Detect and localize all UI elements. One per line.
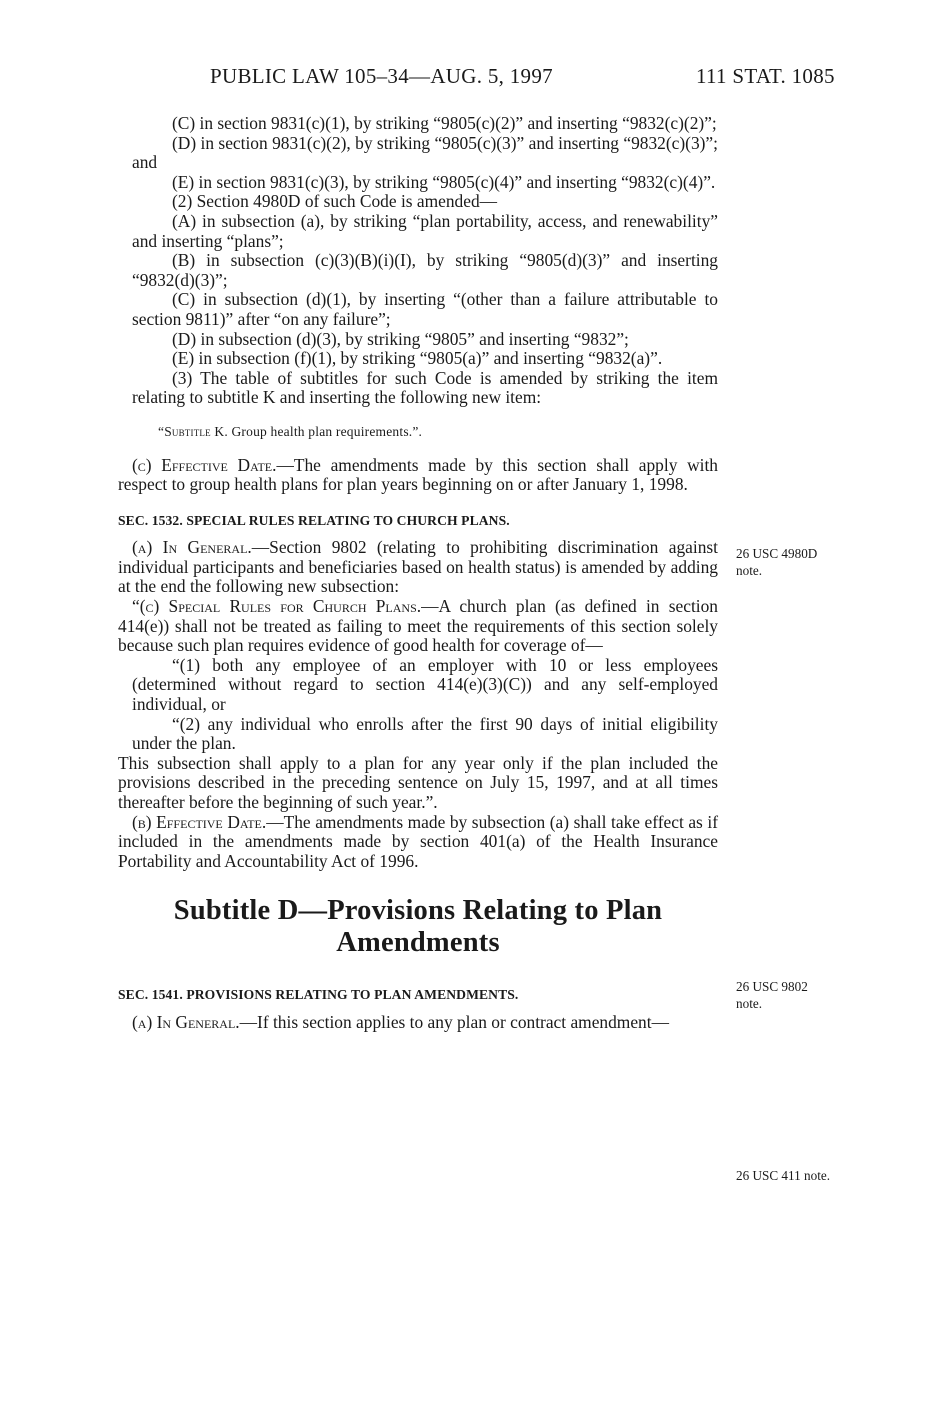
subtitle-k-item [158,422,718,442]
paragraph-e-subsection-f1: (E) in subsection (f)(1), by striking “9805(a)” and inserting “9832(a)”. [172,348,663,369]
effective-date-text: —The amendments made by this section shall apply with respect to group health plans for plan years beginning on or after January 1, 1998. [118,454,718,495]
church-plans-text: —A church plan (as defined in section 414(e)) shall not be treated as failing to meet the requirements of this section solely because such plan requires evidence of good health for coverage of— [118,596,718,656]
margin-note-411-line1: 26 USC 411 note. [736,1168,831,1183]
in-general-label: (a) In General. [132,537,252,558]
subtitle-d-line1: Subtitle D—Provisions Relating to Plan [173,895,663,927]
a2-in-general-text: —If this section applies to any plan or contract amendment— [239,1011,669,1032]
paragraph-2-section-4980d: (2) Section 4980D of such Code is amended— [172,191,498,212]
paragraph-c-effective-date [118,456,718,495]
header-stat-page: 111 STAT. 1085 [696,64,835,88]
document-body [118,114,718,1033]
paragraph-a-subsection-a: (A) in subsection (a), by striking “plan portability, access, and renewability” and inserting “plans”; [132,210,718,251]
paragraph-quote-1: “(1) both any employee of an employer with 10 or less employees (determined without regard to section 414(e)(3)(C)) and any self-employed individual, or [132,654,718,715]
paragraph-quote-2: “(2) any individual who enrolls after the first 90 days of initial eligibility under the plan. [132,713,718,754]
paragraph-applicability: This subsection shall apply to a plan for any year only if the plan included the provisions described in the preceding sentence on July 15, 1997, and at all times thereafter before the beginning of such year.”. [118,752,718,812]
paragraph-church-plans [118,597,718,656]
subtitle-k-prefix: “Subtitle K. [158,423,228,439]
paragraph-e-9831-c3: (E) in section 9831(c)(3), by striking “9805(c)(4)” and inserting “9832(c)(4)”. [172,171,716,192]
paragraph-d-subsection-d3: (D) in subsection (d)(3), by striking “9805” and inserting “9832”; [172,328,629,349]
church-plans-label: “(c) Special Rules for Church Plans. [132,596,422,617]
subtitle-d-line2: Amendments [336,927,500,959]
header-title: PUBLIC LAW 105–34—AUG. 5, 1997 [210,64,553,88]
paragraph-a-in-general [118,538,718,597]
running-header [0,64,949,94]
margin-note-4980d-line1: 26 USC 4980D [736,546,818,561]
b-effective-date-text: —The amendments made by subsection (a) shall take effect as if included in the amendments made by section 401(a) of the Health Insurance Portability and Accountability Act of 1996. [118,811,718,871]
paragraph-3-table-of-subtitles: (3) The table of subtitles for such Code is amended by striking the item relating to subtitle K and inserting the following new item: [132,367,718,408]
paragraph-b-subsection-c3: (B) in subsection (c)(3)(B)(i)(I), by striking “9805(d)(3)” and inserting “9832(d)(3)”; [132,250,718,290]
margin-note-9802 [736,978,866,1012]
a2-in-general-label: (a) In General. [132,1011,240,1032]
paragraph-a2-in-general [118,1013,718,1033]
margin-note-9802-line1: 26 USC 9802 [736,979,808,994]
margin-note-4980d [736,545,866,579]
paragraph-c-9831-c1: (C) in section 9831(c)(1), by striking “9805(c)(2)” and inserting “9832(c)(2)”; [172,113,717,133]
paragraph-b-effective-date [118,813,718,872]
effective-date-label: (c) Effective Date. [132,454,277,475]
in-general-text: —Section 9802 (relating to prohibiting discrimination against individual participants and beneficiaries based on health status) is amended by adding at the end the following new subsection: [118,537,718,597]
margin-note-411 [736,1167,866,1184]
section-1532-heading: SEC. 1532. SPECIAL RULES RELATING TO CHURCH PLANS. [118,512,510,528]
subtitle-d-heading [118,895,718,959]
paragraph-d-9831-c2: (D) in section 9831(c)(2), by striking “9805(c)(3)” and inserting “9832(c)(3)”; and [132,132,718,173]
b-effective-date-label: (b) Effective Date. [132,811,267,832]
paragraph-c-subsection-d1: (C) in subsection (d)(1), by inserting “(other than a failure attributable to section 9811)” after “on any failure”; [132,289,718,329]
section-1541-heading: SEC. 1541. PROVISIONS RELATING TO PLAN AMENDMENTS. [118,987,519,1003]
subtitle-k-text: Group health plan requirements.”. [231,423,423,439]
margin-note-9802-line2: note. [736,996,763,1011]
margin-note-4980d-line2: note. [736,563,763,578]
